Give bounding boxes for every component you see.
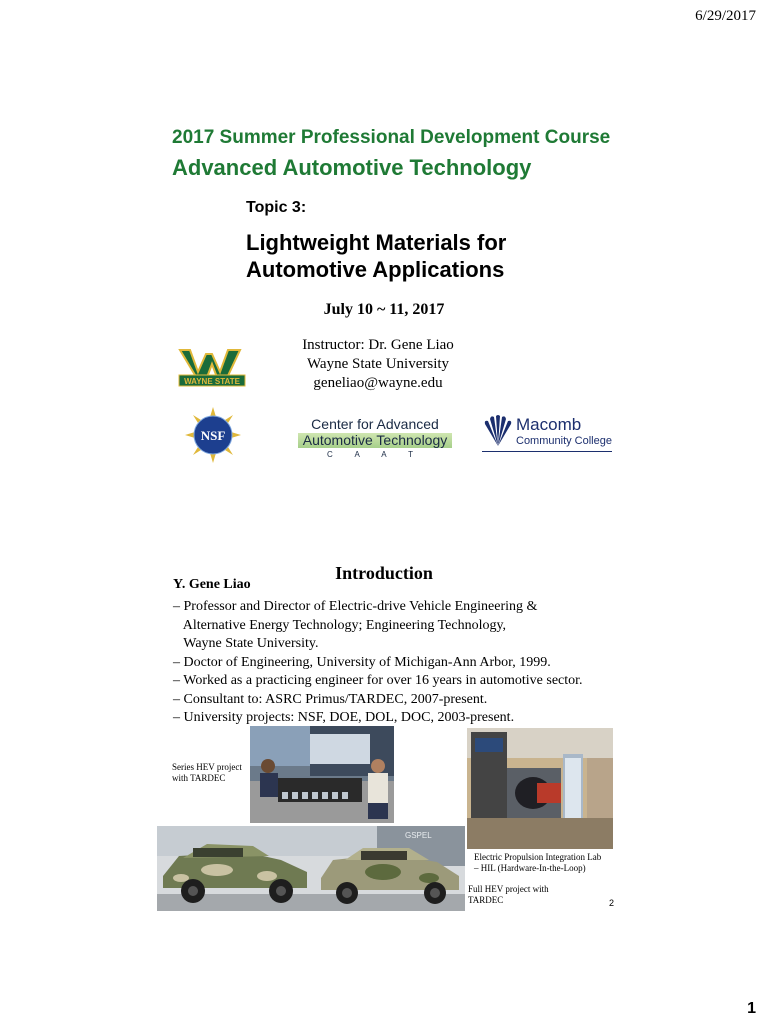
bio-list — [173, 598, 583, 728]
instructor-info — [238, 336, 518, 393]
document-date: 6/29/2017 — [695, 8, 756, 24]
slide-number: 2 — [609, 898, 615, 908]
topic-title-line2: Automotive Applications — [246, 257, 505, 282]
series-hev-photo — [250, 726, 394, 823]
nsf-logo-text: NSF — [200, 428, 226, 443]
caat-logo-abbr: C A A T — [326, 450, 424, 459]
page-number: 1 — [747, 1000, 756, 1017]
course-subtitle: 2017 Summer Professional Development Course — [172, 127, 611, 148]
wayne-state-logo — [176, 346, 248, 394]
instructor-email: geneliao@wayne.edu — [313, 375, 443, 391]
course-dates: July 10 ~ 11, 2017 — [323, 301, 445, 318]
caption-line: Series HEV project — [172, 762, 242, 772]
caption-line: with TARDEC — [172, 773, 226, 783]
series-hev-caption — [172, 762, 242, 784]
bio-line: – Doctor of Engineering, University of Michigan-Ann Arbor, 1999. — [173, 654, 551, 670]
bio-line: – Worked as a practicing engineer for over 16 years in automotive sector. — [173, 673, 583, 688]
macomb-logo — [482, 414, 612, 454]
instructor-name: Instructor: Dr. Gene Liao — [302, 337, 454, 353]
macomb-logo-underline — [482, 451, 612, 452]
caption-line: Full HEV project with — [468, 884, 549, 894]
topic-title-line1: Lightweight Materials for — [246, 230, 507, 255]
instructor-university: Wayne State University — [306, 356, 450, 372]
macomb-logo-mark — [482, 414, 514, 448]
bio-line: – Consultant to: ASRC Primus/TARDEC, 2007-present. — [173, 691, 488, 707]
nsf-logo — [185, 407, 241, 463]
wayne-logo-text: WAYNE STATE — [184, 377, 240, 386]
caption-line: Electric Propulsion Integration Lab — [474, 852, 602, 862]
macomb-logo-subtitle: Community College — [516, 435, 612, 447]
topic-label: Topic 3: — [246, 199, 307, 216]
slide2-title: Introduction — [335, 563, 433, 583]
photo-sign-text: GSPEL — [405, 831, 432, 840]
bio-line: – Professor and Director of Electric-drive Vehicle Engineering & — [173, 599, 538, 614]
bio-line: Wayne State University. — [173, 636, 319, 651]
macomb-logo-name: Macomb — [516, 415, 582, 434]
caat-logo — [292, 414, 458, 462]
propulsion-lab-photo — [467, 728, 613, 849]
topic-title — [246, 229, 506, 283]
course-title: Advanced Automotive Technology — [172, 155, 532, 180]
bio-line: – University projects: NSF, DOE, DOL, DOC, 2003-present. — [173, 710, 515, 725]
full-hev-vehicles-photo — [157, 826, 465, 911]
bio-line: Alternative Energy Technology; Engineering Technology, — [173, 617, 507, 633]
caat-logo-line2: Automotive Technology — [302, 432, 448, 448]
full-hev-caption — [468, 884, 549, 906]
caption-line: – HIL (Hardware-In-the-Loop) — [474, 863, 586, 873]
presenter-name: Y. Gene Liao — [173, 577, 251, 592]
propulsion-lab-caption — [474, 852, 601, 874]
caat-logo-line1: Center for Advanced — [311, 416, 439, 432]
caption-line: TARDEC — [468, 895, 504, 905]
